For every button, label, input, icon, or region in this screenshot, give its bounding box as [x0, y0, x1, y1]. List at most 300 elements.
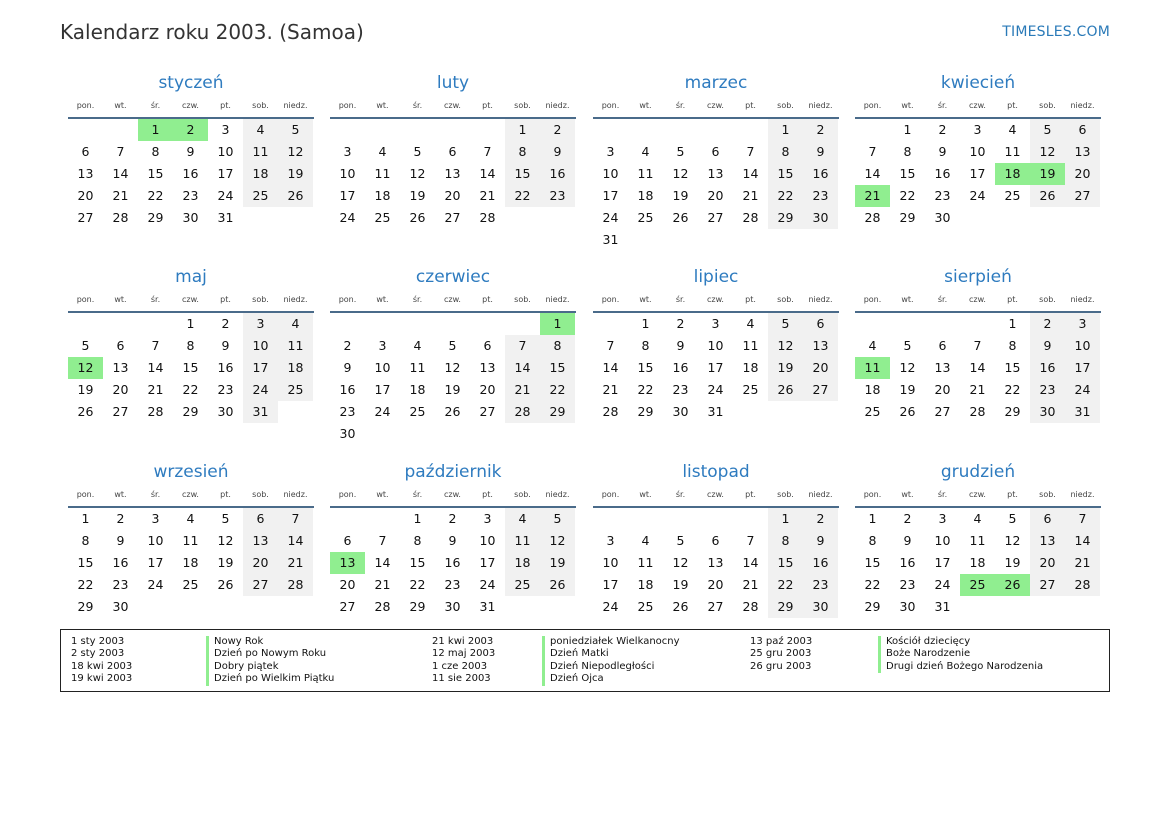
day-cell: 24: [147, 577, 164, 592]
day-cell: 5: [903, 338, 912, 353]
weekend-day-cell: 19: [540, 552, 575, 574]
day-cell: 1: [413, 511, 422, 526]
holiday-day-cell: 12: [68, 357, 103, 379]
empty-cell: [68, 313, 103, 335]
day-cell: 11: [1004, 144, 1021, 159]
day-cell: 27: [479, 404, 496, 419]
weekend-day-cell: 20: [1030, 552, 1065, 574]
weekday-label: czw.: [707, 490, 724, 499]
day-cell: 3: [151, 511, 160, 526]
day-cell: 14: [742, 555, 759, 570]
day-cell: 17: [969, 166, 986, 181]
holidays-legend: [60, 629, 1110, 692]
day-cell: 14: [479, 166, 496, 181]
empty-cell: [960, 313, 995, 335]
weekday-label: pon.: [601, 295, 620, 304]
day-cell: 12: [1004, 533, 1021, 548]
weekday-label: wt.: [639, 101, 652, 110]
empty-cell: [330, 508, 365, 530]
holiday-name: Dzień Ojca: [542, 673, 680, 685]
day-cell: 23: [217, 382, 234, 397]
weekend-day-cell: 6: [1065, 119, 1100, 141]
day-cell: 27: [77, 210, 94, 225]
weekend-day-cell: 17: [1065, 357, 1100, 379]
weekend-day-cell: 25: [243, 185, 278, 207]
day-cell: 21: [742, 577, 759, 592]
day-cell: 29: [182, 404, 199, 419]
weekend-day-cell: 23: [540, 185, 575, 207]
weekday-label: czw.: [707, 101, 724, 110]
empty-cell: [365, 313, 400, 335]
day-cell: 19: [217, 555, 234, 570]
weekend-day-cell: 26: [768, 379, 803, 401]
weekday-label: sob.: [252, 490, 269, 499]
day-cell: 27: [934, 404, 951, 419]
weekday-label: pon.: [863, 490, 882, 499]
day-cell: 16: [934, 166, 951, 181]
weekday-label: pt.: [220, 101, 231, 110]
holiday-name: Dzień Niepodległości: [542, 661, 680, 673]
day-cell: 26: [899, 404, 916, 419]
weekend-day-cell: 1: [505, 119, 540, 141]
day-cell: 3: [606, 533, 615, 548]
day-cell: 3: [711, 316, 720, 331]
day-cell: 26: [409, 210, 426, 225]
month-name: lipiec: [693, 267, 739, 287]
legend-dates-col-1: [71, 636, 132, 686]
day-cell: 12: [672, 555, 689, 570]
empty-cell: [698, 508, 733, 530]
empty-cell: [890, 313, 925, 335]
day-cell: 27: [707, 210, 724, 225]
day-cell: 6: [483, 338, 492, 353]
empty-cell: [365, 508, 400, 530]
day-cell: 12: [409, 166, 426, 181]
holiday-name: Drugi dzień Bożego Narodzenia: [878, 661, 1043, 673]
day-cell: 27: [112, 404, 129, 419]
holiday-day-cell: 2: [173, 119, 208, 141]
day-cell: 25: [1004, 188, 1021, 203]
weekend-day-cell: 9: [540, 141, 575, 163]
weekend-day-cell: 23: [1030, 379, 1065, 401]
weekday-label: pt.: [1007, 490, 1018, 499]
weekday-label: niedz.: [545, 490, 570, 499]
day-cell: 5: [413, 144, 422, 159]
day-cell: 14: [112, 166, 129, 181]
weekday-label: wt.: [376, 101, 389, 110]
legend-dates-col-2: [432, 636, 495, 686]
day-cell: 21: [969, 382, 986, 397]
holiday-day-cell: 1: [540, 313, 575, 335]
day-cell: 14: [864, 166, 881, 181]
weekend-day-cell: 1: [768, 508, 803, 530]
holiday-date: 18 kwi 2003: [71, 660, 133, 672]
day-cell: 22: [182, 382, 199, 397]
day-cell: 21: [479, 188, 496, 203]
month-name: wrzesień: [153, 462, 229, 482]
month-7: [593, 266, 839, 423]
day-cell: 3: [378, 338, 387, 353]
day-cell: 2: [938, 122, 947, 137]
day-cell: 30: [444, 599, 461, 614]
day-cell: 16: [339, 382, 356, 397]
weekday-label: śr.: [675, 295, 686, 304]
weekend-day-cell: 15: [505, 163, 540, 185]
day-cell: 31: [602, 232, 619, 247]
weekday-label: niedz.: [808, 490, 833, 499]
weekday-label: pon.: [338, 295, 357, 304]
weekday-label: czw.: [182, 490, 199, 499]
empty-cell: [733, 119, 768, 141]
weekend-day-cell: 28: [1065, 574, 1100, 596]
weekend-day-cell: 3: [243, 313, 278, 335]
day-cell: 25: [742, 382, 759, 397]
day-cell: 21: [742, 188, 759, 203]
day-cell: 15: [409, 555, 426, 570]
day-cell: 18: [637, 188, 654, 203]
day-cell: 26: [77, 404, 94, 419]
weekday-label: śr.: [412, 101, 423, 110]
holiday-name: Dzień po Nowym Roku: [206, 648, 334, 660]
day-cell: 12: [899, 360, 916, 375]
holiday-day-cell: 13: [330, 552, 365, 574]
day-cell: 9: [116, 533, 125, 548]
day-cell: 29: [864, 599, 881, 614]
month-name: styczeń: [158, 73, 224, 93]
weekend-day-cell: 16: [540, 163, 575, 185]
weekend-day-cell: 13: [803, 335, 838, 357]
day-cell: 3: [606, 144, 615, 159]
holiday-date: 2 sty 2003: [71, 648, 125, 660]
day-cell: 19: [409, 188, 426, 203]
weekend-day-cell: 29: [768, 207, 803, 229]
weekend-day-cell: 26: [540, 574, 575, 596]
day-cell: 6: [711, 533, 720, 548]
day-cell: 9: [676, 338, 685, 353]
weekend-day-cell: 20: [1065, 163, 1100, 185]
holiday-name: Dobry piątek: [206, 661, 334, 673]
day-cell: 21: [374, 577, 391, 592]
day-cell: 25: [637, 210, 654, 225]
weekend-day-cell: 12: [540, 530, 575, 552]
holiday-date: 25 gru 2003: [750, 648, 812, 660]
day-cell: 28: [112, 210, 129, 225]
empty-cell: [505, 313, 540, 335]
day-cell: 6: [343, 533, 352, 548]
day-cell: 6: [938, 338, 947, 353]
day-cell: 23: [182, 188, 199, 203]
weekend-day-cell: 9: [1030, 335, 1065, 357]
empty-cell: [593, 313, 628, 335]
holiday-date: 13 paź 2003: [750, 636, 813, 647]
weekday-label: sob.: [777, 101, 794, 110]
day-cell: 19: [672, 577, 689, 592]
weekend-day-cell: 21: [505, 379, 540, 401]
day-cell: 15: [864, 555, 881, 570]
day-cell: 18: [182, 555, 199, 570]
month-1: [68, 72, 314, 229]
days-grid: [855, 313, 1101, 423]
day-cell: 1: [186, 316, 195, 331]
weekend-day-cell: 13: [243, 530, 278, 552]
weekday-header: [855, 101, 1101, 119]
day-cell: 30: [672, 404, 689, 419]
day-cell: 21: [147, 382, 164, 397]
weekday-label: czw.: [444, 101, 461, 110]
month-11: [593, 461, 839, 618]
day-cell: 9: [343, 360, 352, 375]
day-cell: 9: [448, 533, 457, 548]
holiday-date: 26 gru 2003: [750, 660, 812, 672]
day-cell: 24: [602, 210, 619, 225]
day-cell: 28: [969, 404, 986, 419]
weekday-label: pt.: [1007, 101, 1018, 110]
weekend-day-cell: 15: [540, 357, 575, 379]
day-cell: 19: [1004, 555, 1021, 570]
day-cell: 4: [746, 316, 755, 331]
weekend-day-cell: 28: [505, 401, 540, 423]
day-cell: 11: [969, 533, 986, 548]
day-cell: 4: [1008, 122, 1017, 137]
weekday-label: wt.: [114, 101, 127, 110]
day-cell: 11: [409, 360, 426, 375]
day-cell: 26: [444, 404, 461, 419]
day-cell: 22: [864, 577, 881, 592]
day-cell: 18: [409, 382, 426, 397]
weekend-day-cell: 9: [803, 141, 838, 163]
day-cell: 15: [1004, 360, 1021, 375]
weekday-label: pon.: [76, 101, 95, 110]
empty-cell: [733, 508, 768, 530]
weekday-label: sob.: [252, 295, 269, 304]
days-grid: [330, 313, 576, 445]
day-cell: 17: [479, 555, 496, 570]
day-cell: 23: [899, 577, 916, 592]
day-cell: 11: [742, 338, 759, 353]
weekend-day-cell: 27: [1065, 185, 1100, 207]
day-cell: 24: [339, 210, 356, 225]
day-cell: 25: [864, 404, 881, 419]
weekend-day-cell: 5: [278, 119, 313, 141]
weekday-label: wt.: [901, 101, 914, 110]
page-title: Kalendarz roku 2003. (Samoa): [60, 20, 364, 44]
day-cell: 17: [602, 577, 619, 592]
day-cell: 29: [1004, 404, 1021, 419]
holiday-date: 11 sie 2003: [432, 673, 491, 685]
day-cell: 9: [221, 338, 230, 353]
weekend-day-cell: 19: [278, 163, 313, 185]
weekend-day-cell: 2: [803, 508, 838, 530]
day-cell: 30: [899, 599, 916, 614]
month-name: luty: [436, 73, 470, 93]
month-name: marzec: [684, 73, 748, 93]
day-cell: 13: [444, 166, 461, 181]
day-cell: 16: [899, 555, 916, 570]
day-cell: 30: [112, 599, 129, 614]
empty-cell: [593, 119, 628, 141]
day-cell: 5: [81, 338, 90, 353]
weekend-day-cell: 30: [803, 207, 838, 229]
day-cell: 28: [479, 210, 496, 225]
day-cell: 8: [151, 144, 160, 159]
weekday-label: pon.: [338, 101, 357, 110]
weekday-label: wt.: [639, 295, 652, 304]
weekend-day-cell: 16: [803, 552, 838, 574]
day-cell: 12: [444, 360, 461, 375]
day-cell: 24: [217, 188, 234, 203]
day-cell: 25: [182, 577, 199, 592]
weekday-label: pt.: [482, 490, 493, 499]
weekday-header: [68, 295, 314, 313]
holiday-name: Boże Narodzenie: [878, 648, 1043, 660]
weekend-day-cell: 26: [1030, 185, 1065, 207]
weekend-day-cell: 24: [243, 379, 278, 401]
day-cell: 2: [116, 511, 125, 526]
day-cell: 13: [112, 360, 129, 375]
day-cell: 11: [374, 166, 391, 181]
day-cell: 8: [413, 533, 422, 548]
holiday-day-cell: 26: [995, 574, 1030, 596]
weekday-header: [593, 101, 839, 119]
day-cell: 22: [147, 188, 164, 203]
weekday-label: niedz.: [1070, 490, 1095, 499]
day-cell: 17: [374, 382, 391, 397]
day-cell: 7: [606, 338, 615, 353]
day-cell: 7: [151, 338, 160, 353]
weekday-label: śr.: [937, 101, 948, 110]
day-cell: 4: [641, 533, 650, 548]
holiday-date: 1 cze 2003: [432, 660, 488, 672]
day-cell: 24: [969, 188, 986, 203]
weekend-day-cell: 22: [768, 574, 803, 596]
day-cell: 3: [973, 122, 982, 137]
day-cell: 14: [969, 360, 986, 375]
day-cell: 24: [374, 404, 391, 419]
weekend-day-cell: 31: [1065, 401, 1100, 423]
month-4: [855, 72, 1101, 229]
weekday-label: czw.: [969, 490, 986, 499]
day-cell: 7: [746, 533, 755, 548]
weekday-header: [855, 490, 1101, 508]
day-cell: 18: [864, 382, 881, 397]
day-cell: 15: [77, 555, 94, 570]
day-cell: 7: [973, 338, 982, 353]
weekday-label: czw.: [182, 295, 199, 304]
weekday-header: [330, 490, 576, 508]
holiday-name: Dzień po Wielkim Piątku: [206, 673, 334, 685]
weekday-label: pt.: [745, 490, 756, 499]
day-cell: 18: [637, 577, 654, 592]
weekday-label: niedz.: [1070, 101, 1095, 110]
weekday-label: wt.: [114, 295, 127, 304]
weekend-day-cell: 3: [1065, 313, 1100, 335]
weekend-day-cell: 7: [505, 335, 540, 357]
weekend-day-cell: 11: [505, 530, 540, 552]
weekend-day-cell: 27: [803, 379, 838, 401]
day-cell: 7: [116, 144, 125, 159]
day-cell: 4: [413, 338, 422, 353]
day-cell: 2: [903, 511, 912, 526]
empty-cell: [925, 313, 960, 335]
empty-cell: [628, 119, 663, 141]
weekday-label: pt.: [482, 295, 493, 304]
days-grid: [68, 119, 314, 229]
day-cell: 8: [903, 144, 912, 159]
day-cell: 15: [637, 360, 654, 375]
day-cell: 15: [147, 166, 164, 181]
weekday-label: czw.: [182, 101, 199, 110]
weekday-label: sob.: [514, 490, 531, 499]
day-cell: 1: [903, 122, 912, 137]
holiday-day-cell: 25: [960, 574, 995, 596]
weekend-day-cell: 4: [505, 508, 540, 530]
month-name: maj: [175, 267, 207, 287]
day-cell: 29: [899, 210, 916, 225]
day-cell: 28: [742, 210, 759, 225]
weekday-label: pt.: [220, 295, 231, 304]
day-cell: 18: [742, 360, 759, 375]
empty-cell: [435, 313, 470, 335]
weekday-label: pon.: [76, 490, 95, 499]
day-cell: 8: [1008, 338, 1017, 353]
empty-cell: [400, 119, 435, 141]
weekday-label: sob.: [514, 101, 531, 110]
month-name: listopad: [682, 462, 750, 482]
weekend-day-cell: 15: [768, 163, 803, 185]
day-cell: 21: [112, 188, 129, 203]
day-cell: 4: [186, 511, 195, 526]
month-12: [855, 461, 1101, 618]
weekend-day-cell: 9: [803, 530, 838, 552]
weekend-day-cell: 11: [243, 141, 278, 163]
holiday-day-cell: 11: [855, 357, 890, 379]
day-cell: 2: [676, 316, 685, 331]
weekend-day-cell: 5: [768, 313, 803, 335]
day-cell: 28: [602, 404, 619, 419]
weekend-day-cell: 31: [243, 401, 278, 423]
day-cell: 11: [637, 166, 654, 181]
weekend-day-cell: 13: [1065, 141, 1100, 163]
empty-cell: [330, 313, 365, 335]
day-cell: 5: [448, 338, 457, 353]
day-cell: 19: [672, 188, 689, 203]
weekend-day-cell: 8: [540, 335, 575, 357]
weekend-day-cell: 5: [540, 508, 575, 530]
day-cell: 3: [483, 511, 492, 526]
day-cell: 23: [112, 577, 129, 592]
day-cell: 27: [444, 210, 461, 225]
day-cell: 8: [641, 338, 650, 353]
holiday-name: Nowy Rok: [206, 636, 334, 648]
weekday-label: niedz.: [545, 101, 570, 110]
legend-names-col-3: [878, 636, 1043, 673]
weekend-day-cell: 22: [540, 379, 575, 401]
day-cell: 2: [343, 338, 352, 353]
day-cell: 28: [374, 599, 391, 614]
day-cell: 13: [77, 166, 94, 181]
weekend-day-cell: 14: [278, 530, 313, 552]
weekend-day-cell: 2: [1030, 313, 1065, 335]
day-cell: 10: [479, 533, 496, 548]
weekend-day-cell: 16: [803, 163, 838, 185]
site-link[interactable]: TIMESLES.COM: [1002, 24, 1110, 40]
weekday-label: sob.: [1039, 101, 1056, 110]
days-grid: [68, 313, 314, 423]
day-cell: 19: [77, 382, 94, 397]
day-cell: 26: [672, 599, 689, 614]
weekday-header: [593, 295, 839, 313]
day-cell: 1: [868, 511, 877, 526]
